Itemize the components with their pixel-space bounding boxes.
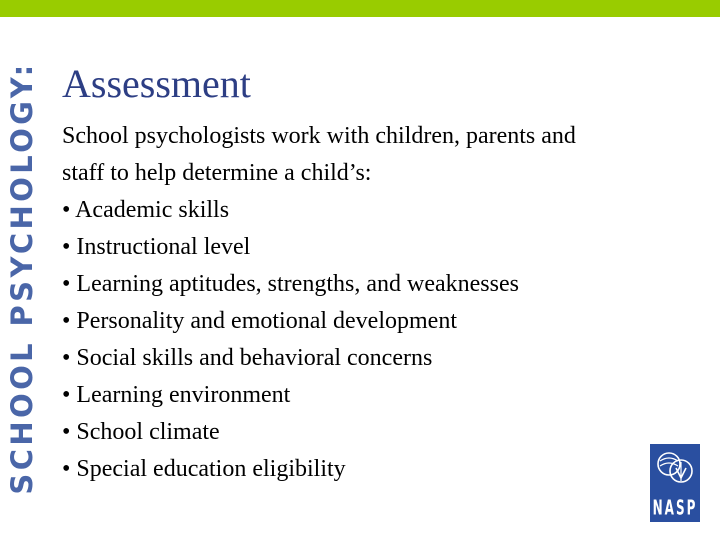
bullet-item: • School climate: [62, 419, 220, 445]
bullet-item: • Special education eligibility: [62, 456, 346, 482]
nasp-logo: [650, 444, 700, 522]
bullet-item: • Academic skills: [62, 197, 230, 223]
bullet-item: • Instructional level: [62, 234, 251, 260]
bullet-item: • Personality and emotional development: [62, 308, 457, 334]
slide-body: [62, 118, 682, 488]
top-accent-bar: [0, 0, 720, 17]
bullet-item: • Social skills and behavioral concerns: [62, 345, 433, 371]
intro-line: School psychologists work with children, parents and: [62, 123, 576, 149]
logo-text: NASP: [652, 496, 698, 520]
bullet-item: • Learning aptitudes, strengths, and weaknesses: [62, 271, 519, 297]
nasp-emblem-icon: [650, 444, 700, 496]
sidebar-label: SCHOOL PSYCHOLOGY:: [5, 61, 39, 495]
bullet-item: • Learning environment: [62, 382, 291, 408]
intro-line: staff to help determine a child’s:: [62, 160, 372, 186]
slide-title: Assessment: [62, 61, 251, 106]
